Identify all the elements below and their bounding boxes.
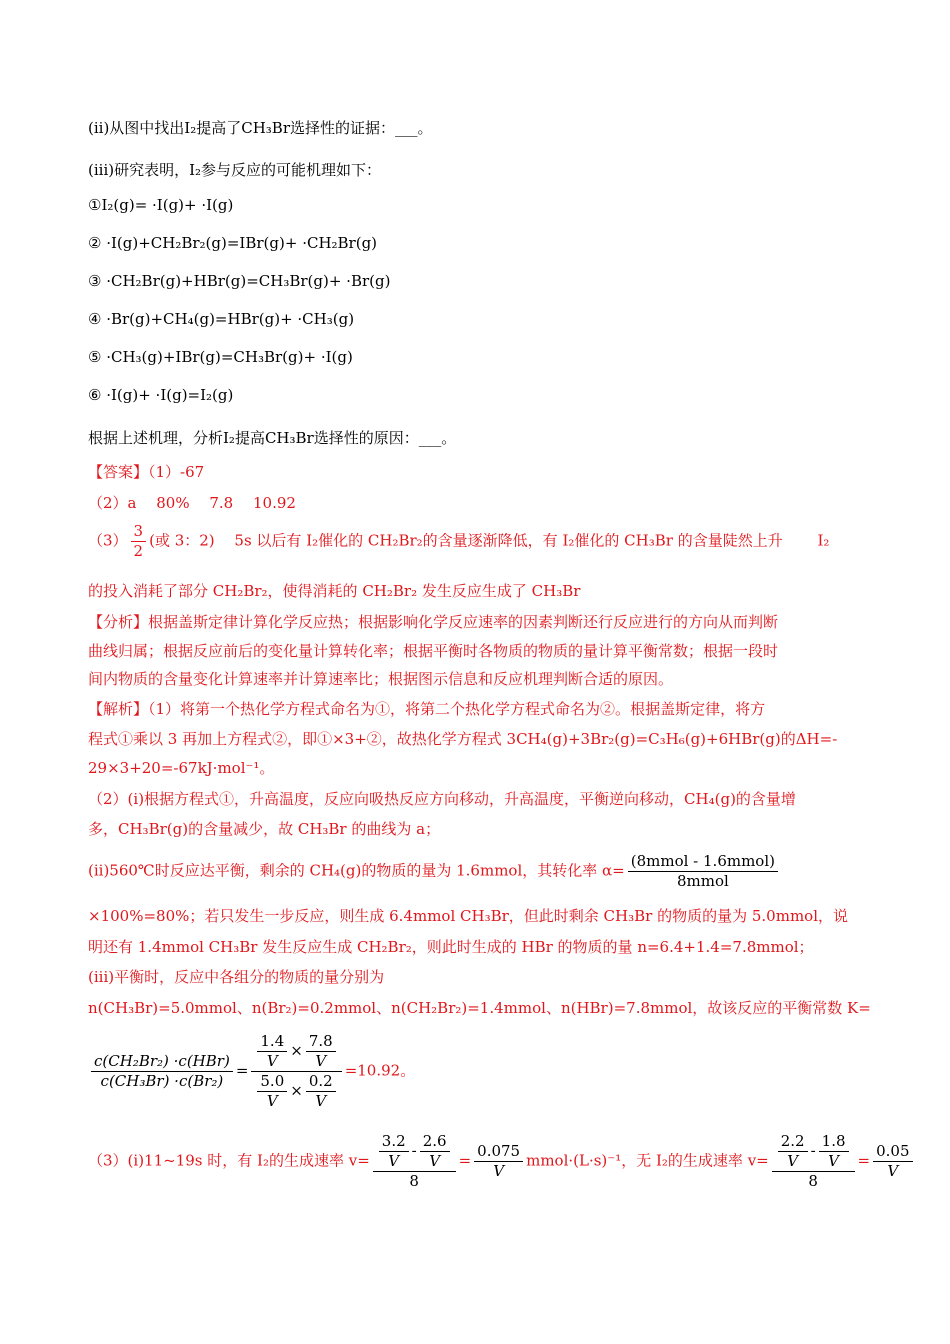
equilibrium-constant-expression: c(CH₂Br₂) ·c(HBr) c(CH₃Br) ·c(Br₂) = $\frac{1.4}{V}$ × $\frac{7.8}{V}$ $\frac{5.0}{V}$ × $\frac{0.2}{V}$ =10.92。 [88, 1032, 415, 1111]
mechanism-step-6: ⑥ ·I(g)+ ·I(g)=I₂(g) [88, 386, 234, 404]
answer-tag: 【答案】 [88, 463, 149, 481]
k-symbolic-fraction [91, 1052, 233, 1091]
solution-line-8: 明还有 1.4mmol CH₃Br 发生反应生成 CH₂Br₂，则此时生成的 HBr 的物质的量 n=6.4+1.4=7.8mmol； [88, 938, 814, 956]
solution-line-4: （2）(i)根据方程式①，升高温度，反应向吸热反应方向移动，升高温度，平衡逆向移动，CH₄(g)的含量增 [88, 790, 796, 808]
analysis-tag: 【分析】 [88, 613, 149, 631]
analysis-text-1: 根据盖斯定律计算化学反应热；根据影响化学反应速率的因素判断还行反应进行的方向从而判断 [148, 613, 779, 631]
answer-3-cont: 的投入消耗了部分 CH₂Br₂，使得消耗的 CH₂Br₂ 发生反应生成了 CH₃Br [88, 582, 581, 600]
fraction-numerator: 3 [131, 522, 147, 542]
analysis-line-2: 曲线归属；根据反应前后的变化量计算转化率；根据平衡时各物质的物质的量计算平衡常数；根据一段时 [88, 642, 779, 660]
solution-line-1 [88, 699, 765, 719]
solution-line-9: (iii)平衡时，反应中各组分的物质的量分别为 [88, 968, 385, 986]
fraction-denominator: 2 [133, 542, 144, 560]
fraction-numerator: $\frac{1.4}{V}$ × $\frac{7.8}{V}$ [251, 1032, 341, 1072]
mechanism-step-2: ② ·I(g)+CH₂Br₂(g)=IBr(g)+ ·CH₂Br(g) [88, 234, 378, 252]
answer-3-text: (或 3：2) 5s 以后有 I₂催化的 CH₂Br₂的含量逐渐降低，有 I₂催化的 CH₃Br 的含量陡然上升 I₂ [149, 531, 830, 550]
fraction-denominator: $\frac{5.0}{V}$ × $\frac{0.2}{V}$ [251, 1072, 341, 1111]
answer-1 [88, 462, 204, 482]
solution-text-11-mid: mmol·(L·s)⁻¹，无 I₂的生成速率 v= [526, 1151, 769, 1170]
fraction-numerator: c(CH₂Br₂) ·c(HBr) [91, 1052, 233, 1072]
solution-text-1: （1）将第一个热化学方程式命名为①，将第二个热化学方程式命名为②。根据盖斯定律，将方 [148, 700, 766, 718]
solution-text-11: （3）(i)11~19s 时，有 I₂的生成速率 v= [88, 1151, 370, 1170]
solution-line-3: 29×3+20=-67kJ·mol⁻¹。 [88, 759, 275, 777]
answer-3-prefix: （3） [88, 531, 128, 550]
rate-fraction-2: $\frac{2.2}{V}$ - $\frac{1.8}{V}$ 8 [772, 1132, 855, 1191]
rate-result-1: $\frac{0.075}{V}$ [474, 1142, 523, 1181]
mechanism-step-1: ①I₂(g)= ·I(g)+ ·I(g) [88, 196, 234, 214]
mechanism-step-4: ④ ·Br(g)+CH₄(g)=HBr(g)+ ·CH₃(g) [88, 310, 355, 328]
solution-line-7: ×100%=80%；若只发生一步反应，则生成 6.4mmol CH₃Br，但此时剩余 CH₃Br 的物质的量为 5.0mmol，说 [88, 907, 848, 925]
solution-tag: 【解析】 [88, 700, 149, 718]
solution-line-10: n(CH₃Br)=5.0mmol、n(Br₂)=0.2mmol、n(CH₂Br₂)=1.4mmol、n(HBr)=7.8mmol，故该反应的平衡常数 K= [88, 999, 871, 1017]
mechanism-step-5: ⑤ ·CH₃(g)+IBr(g)=CH₃Br(g)+ ·I(g) [88, 348, 353, 366]
answer-2: （2）a 80% 7.8 10.92 [88, 494, 296, 512]
fraction-denominator: c(CH₃Br) ·c(Br₂) [100, 1072, 224, 1090]
answer-1-text: （1）-67 [148, 463, 205, 481]
answer-3 [88, 522, 829, 561]
solution-line-11: （3）(i)11~19s 时，有 I₂的生成速率 v= $\frac{3.2}{V}$ - $\frac{2.6}{V}$ 8 = $\frac{0.075}{V}$ mmol·(L·s)⁻¹，无 I₂的生成速率 v= $\frac{2.2}{V}$ - $\frac{1.8}{V}$ 8 = $\frac{0.05}{V}$ [88, 1132, 916, 1191]
fraction-denominator: 8mmol [676, 872, 729, 890]
analysis-line-1 [88, 612, 778, 632]
conversion-fraction [628, 852, 778, 891]
question-ii: (ii)从图中找出I₂提高了CH₃Br选择性的证据：___。 [88, 119, 433, 137]
rate-result-2: $\frac{0.05}{V}$ [873, 1142, 912, 1181]
solution-line-5: 多，CH₃Br(g)的含量减少，故 CH₃Br 的曲线为 a； [88, 820, 441, 838]
question-iii: (iii)研究表明，I₂参与反应的可能机理如下： [88, 161, 382, 179]
solution-line-2: 程式①乘以 3 再加上方程式②，即①×3+②，故热化学方程式 3CH₄(g)+3Br₂(g)=C₃H₆(g)+6HBr(g)的ΔH=- [88, 730, 838, 748]
k-result: =10.92。 [344, 1061, 416, 1080]
rate-fraction-1: $\frac{3.2}{V}$ - $\frac{2.6}{V}$ 8 [373, 1132, 456, 1191]
question-analysis: 根据上述机理，分析I₂提高CH₃Br选择性的原因：___。 [88, 429, 457, 447]
answer-3-fraction [131, 522, 147, 561]
fraction-numerator: (8mmol - 1.6mmol) [628, 852, 778, 872]
mechanism-step-3: ③ ·CH₂Br(g)+HBr(g)=CH₃Br(g)+ ·Br(g) [88, 272, 391, 290]
k-numeric-fraction [251, 1032, 341, 1111]
solution-line-6 [88, 852, 781, 891]
solution-text-6: (ii)560℃时反应达平衡，剩余的 CH₄(g)的物质的量为 1.6mmol，其转化率 α= [88, 861, 625, 880]
analysis-line-3: 间内物质的含量变化计算速率并计算速率比；根据图示信息和反应机理判断合适的原因。 [88, 670, 674, 688]
